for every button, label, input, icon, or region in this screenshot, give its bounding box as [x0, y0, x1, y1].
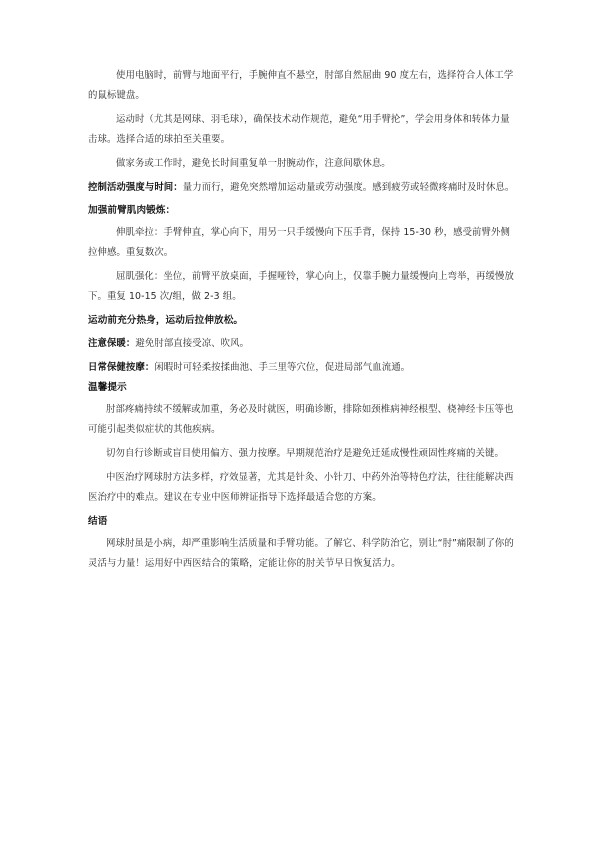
warm-paragraph [88, 334, 516, 354]
strength-heading: 加强前臂肌肉锻炼： [88, 205, 176, 216]
conclusion-paragraph: 网球肘虽是小病，却严重影响生活质量和手臂功能。了解它、科学防治它，别让“肘”痛限制了你的灵活与力量！运用好中西医结合的策略，定能让你的肘关节早日恢复活力。 [88, 538, 514, 569]
tip-3: 中医治疗网球肘方法多样，疗效显著，尤其是针灸、小针刀、中药外治等特色疗法，往往能解决西医治疗中的难点。建议在专业中医师辨证指导下选择最适合您的方案。 [88, 472, 514, 503]
tips-section [88, 378, 520, 574]
intensity-title: 控制活动强度与时间： [88, 182, 183, 193]
warmup-heading: 运动前充分热身，运动后拉伸放松。 [88, 315, 244, 326]
massage-title: 日常保健按摩： [88, 362, 155, 373]
stretch-paragraph: 伸肌牵拉：手臂伸直，掌心向下，用另一只手缓慢向下压手背，保持 15-30 秒，感受前臂外侧拉伸感。重复数次。 [88, 227, 510, 258]
warm-title: 注意保暖： [88, 338, 136, 349]
sports-paragraph: 运动时（尤其是网球、羽毛球），确保技术动作规范，避免“用手臂抡”，学会用身体和转体力量击球。选择合适的球拍至关重要。 [88, 114, 510, 145]
massage-text: 闲暇时可轻柔按揉曲池、手三里等穴位，促进局部气血流通。 [154, 362, 411, 373]
massage-paragraph [88, 358, 516, 378]
intensity-text: 量力而行，避免突然增加运动量或劳动强度。感到疲劳或轻微疼痛时及时休息。 [182, 182, 515, 193]
conclusion-heading: 结语 [88, 516, 108, 527]
tips-heading: 温馨提示 [88, 382, 127, 393]
tip-1: 肘部疼痛持续不缓解或加重，务必及时就医，明确诊断，排除如颈椎病神经根型、桡神经卡压等也可能引起类似症状的其他疾病。 [88, 404, 514, 435]
computer-use-paragraph: 使用电脑时，前臂与地面平行，手腕伸直不悬空，肘部自然屈曲 90 度左右，选择符合人体工学的鼠标键盘。 [88, 70, 514, 101]
intensity-paragraph [88, 178, 516, 198]
flexor-paragraph: 屈肌强化：坐位，前臂平放桌面，手握哑铃，掌心向上，仅靠手腕力量缓慢向上弯举，再缓慢放下。重复 10-15 次/组，做 2-3 组。 [88, 271, 514, 302]
tip-2: 切勿自行诊断或盲目使用偏方、强力按摩。早期规范治疗是避免迁延成慢性顽固性疼痛的关键。 [106, 448, 504, 459]
document-body [88, 66, 516, 378]
housework-paragraph: 做家务或工作时，避免长时间重复单一肘腕动作，注意间歇休息。 [116, 158, 391, 169]
warm-text: 避免肘部直接受凉、吹风。 [135, 338, 250, 349]
